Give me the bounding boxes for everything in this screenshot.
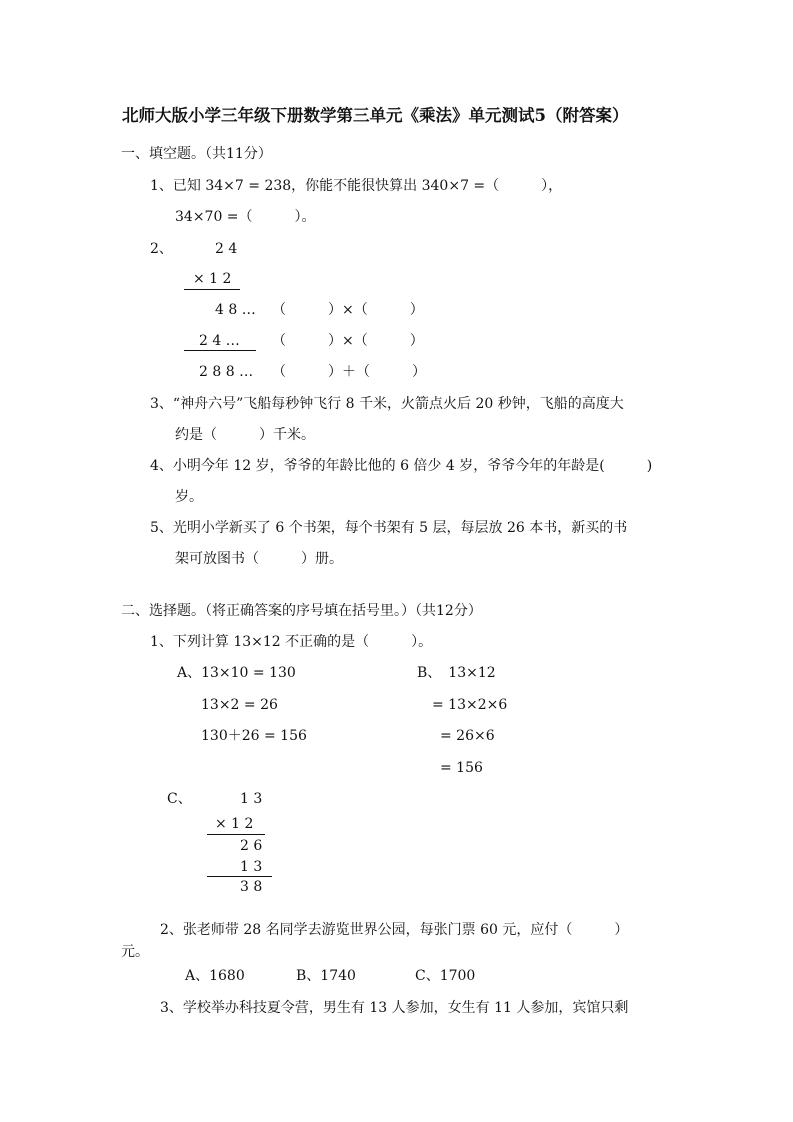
- s2-q1-optC-r3: 3 8: [240, 879, 263, 895]
- section2-heading: 二、选择题。（将正确答案的序号填在括号里。）（共12分）: [121, 603, 482, 619]
- s2-q1-optC-r1: 2 6: [240, 838, 263, 854]
- s1-q2-row3-blank: （ ）＋（ ）: [272, 364, 426, 380]
- s2-q2-optC: C、1700: [415, 968, 476, 984]
- s2-q1-optA-l3: 130＋26 = 156: [201, 728, 307, 744]
- s1-q2-multiplier: × 1 2: [193, 271, 232, 287]
- s2-q1-optB-l3: = 26×6: [440, 728, 495, 744]
- s1-q4-line1: 4、小明今年 12 岁，爷爷的年龄比他的 6 倍少 4 岁，爷爷今年的年龄是( ): [150, 458, 653, 474]
- s1-q3-line2: 约是（ ）千米。: [175, 427, 315, 443]
- s2-q2-line1: 2、张老师带 28 名同学去游览世界公园，每张门票 60 元，应付（ ）: [160, 922, 629, 938]
- s1-q5-line2: 架可放图书（ ）册。: [175, 551, 343, 567]
- s2-q1-optC-mult: × 1 2: [215, 816, 254, 832]
- s1-q2-row2-blank: （ ）×（ ）: [272, 333, 424, 349]
- s2-q2-optB: B、1740: [296, 968, 356, 984]
- s1-q3-line1: 3、“神舟六号”飞船每秒钟飞行 8 千米，火箭点火后 20 秒钟，飞船的高度大: [150, 396, 624, 412]
- s1-q1-line1: 1、已知 34×7 = 238，你能不能很快算出 340×7 =（ ），: [150, 178, 563, 194]
- s2-q1-optC-r2: 1 3: [240, 859, 263, 875]
- s2-q1-optB-l1: B、 13×12: [417, 665, 496, 681]
- s1-q2-top: 2 4: [215, 241, 238, 257]
- s1-q1-line2: 34×70 =（ ）。: [175, 209, 316, 225]
- s1-q4-line2: 岁。: [175, 489, 203, 505]
- s1-q2-row2-value: 2 4 …: [199, 333, 240, 349]
- s1-q2-label: 2、: [150, 241, 173, 257]
- s2-q2-optA: A、1680: [185, 968, 245, 984]
- s2-q1-optC-rule-1: [207, 834, 265, 835]
- s2-q1-optC-rule-2: [207, 876, 272, 877]
- s1-q2-rule-2: [184, 350, 256, 351]
- s1-q2-row3-value: 2 8 8 …: [199, 364, 254, 380]
- page-title: 北师大版小学三年级下册数学第三单元《乘法》单元测试5（附答案）: [122, 106, 629, 125]
- s2-q3-line1: 3、学校举办科技夏令营，男生有 13 人参加，女生有 11 人参加，宾馆只剩: [160, 1000, 629, 1016]
- s1-q5-line1: 5、光明小学新买了 6 个书架，每个书架有 5 层，每层放 26 本书，新买的书: [150, 520, 628, 536]
- section1-heading: 一、填空题。（共11分）: [121, 146, 272, 162]
- s2-q1-optA-l1: A、13×10 = 130: [177, 665, 296, 681]
- s2-q1-optB-l2: = 13×2×6: [432, 697, 508, 713]
- s2-q1-optA-l2: 13×2 = 26: [201, 697, 278, 713]
- s1-q2-rule-1: [184, 289, 240, 290]
- s1-q2-row1-blank: （ ）×（ ）: [272, 302, 424, 318]
- s2-q1-stem: 1、下列计算 13×12 不正确的是（ ）。: [150, 634, 433, 650]
- s2-q1-optB-l4: = 156: [440, 760, 483, 776]
- s2-q1-optC-label: C、: [167, 791, 192, 807]
- s1-q2-row1-value: 4 8 …: [215, 302, 256, 318]
- s2-q2-line2: 元。: [121, 944, 149, 960]
- s2-q1-optC-top: 1 3: [240, 791, 263, 807]
